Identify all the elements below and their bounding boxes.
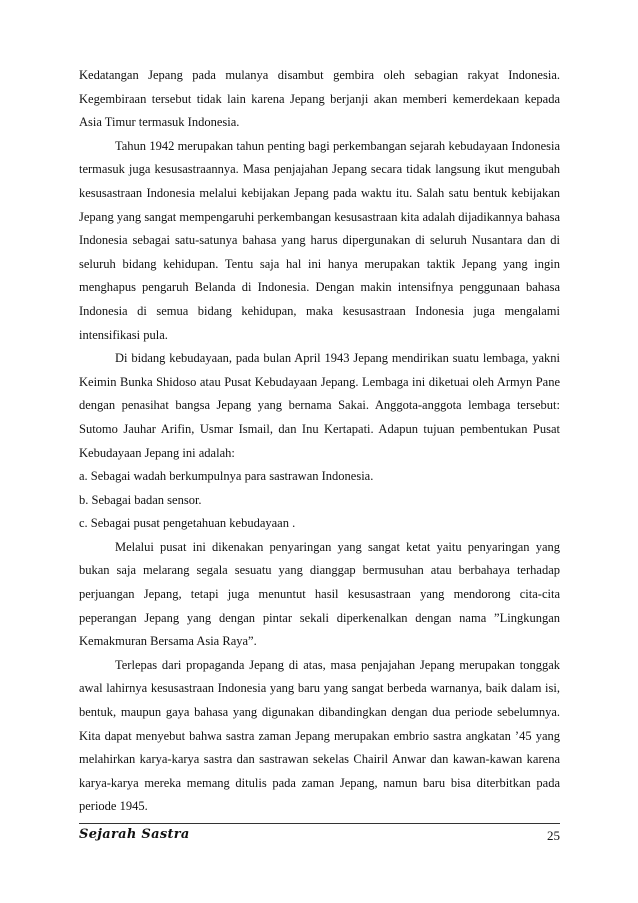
list-item-a: a. Sebagai wadah berkumpulnya para sastrawan Indonesia. [79,469,374,484]
paragraph-3: Di bidang kebudayaan, pada bulan April 1943 Jepang mendirikan suatu lembaga, yakni Keimin Bunka Shidoso atau Pusat Kebudayaan Jepang. Lembaga ini diketuai oleh Armyn Pane dengan penasihat bangsa Jepang yang bernama Sakai. Anggota-anggota lembaga tersebut: Sutomo Jauhar Arifin, Usmar Ismail, dan Inu Kertapati. Adapun tujuan pembentukan Pusat Kebudayaan Jepang ini adalah: [79,351,560,460]
paragraph-1: Kedatangan Jepang pada mulanya disambut gembira oleh sebagian rakyat Indonesia. Kegembiraan tersebut tidak lain karena Jepang berjanji akan memberi kemerdekaan kepada Asia Timur termasuk Indonesia. [79,68,560,130]
list-item-c: c. Sebagai pusat pengetahuan kebudayaan . [79,516,296,531]
paragraph-2: Tahun 1942 merupakan tahun penting bagi perkembangan sejarah kebudayaan Indonesia termasuk juga kesusastraannya. Masa penjajahan Jepang secara tidak langsung ikut mengubah kesusastraan Indonesia melalui kebijakan Jepang pada waktu itu. Salah satu bentuk kebijakan Jepang yang sangat mempengaruhi perkembangan kesusastraan kita adalah dijadikannya bahasa Indonesia sebagai satu-satunya bahasa yang harus dipergunakan di seluruh Nusantara dan di seluruh bidang kehidupan. Tentu saja hal ini hanya merupakan taktik Jepang yang ingin menghapus pengaruh Belanda di Indonesia. Dengan makin intensifnya penggunaan bahasa Indonesia di semua bidang kehidupan, maka kesusastraan Indonesia juga mengalami intensifikasi pula. [79,138,560,342]
footer-title: Sejarah Sastra [79,827,190,842]
page-number: 25 [547,828,560,843]
paragraph-5: Terlepas dari propaganda Jepang di atas, masa penjajahan Jepang merupakan tonggak awal lahirnya kesusastraan Indonesia yang baru yang sangat berbeda warnanya, baik dalam isi, bentuk, maupun gaya bahasa yang digunakan dibandingkan dengan dua periode sebelumnya. Kita dapat menyebut bahwa sastra zaman Jepang merupakan embrio sastra angkatan ’45 yang melahirkan karya-karya sastra dan sastrawan sekelas Chairil Anwar dan kawan-kawan karena karya-karya mereka memang ditulis pada zaman Jepang, namun baru bisa diterbitkan pada periode 1945. [79,657,560,814]
paragraph-4: Melalui pusat ini dikenakan penyaringan yang sangat ketat yaitu penyaringan yang bukan saja melarang segala sesuatu yang dianggap bermusuhan atau berbahaya terhadap perjuangan Jepang, tetapi juga menuntut hasil kesusastraan yang mendorong cita-cita peperangan Jepang yang dengan pintar sekali diperkenalkan dengan nama ”Lingkungan Kemakmuran Bersama Asia Raya”. [79,539,560,649]
body-text [79,64,560,819]
page-footer [79,823,560,848]
list-item-b: b. Sebagai badan sensor. [79,492,202,507]
